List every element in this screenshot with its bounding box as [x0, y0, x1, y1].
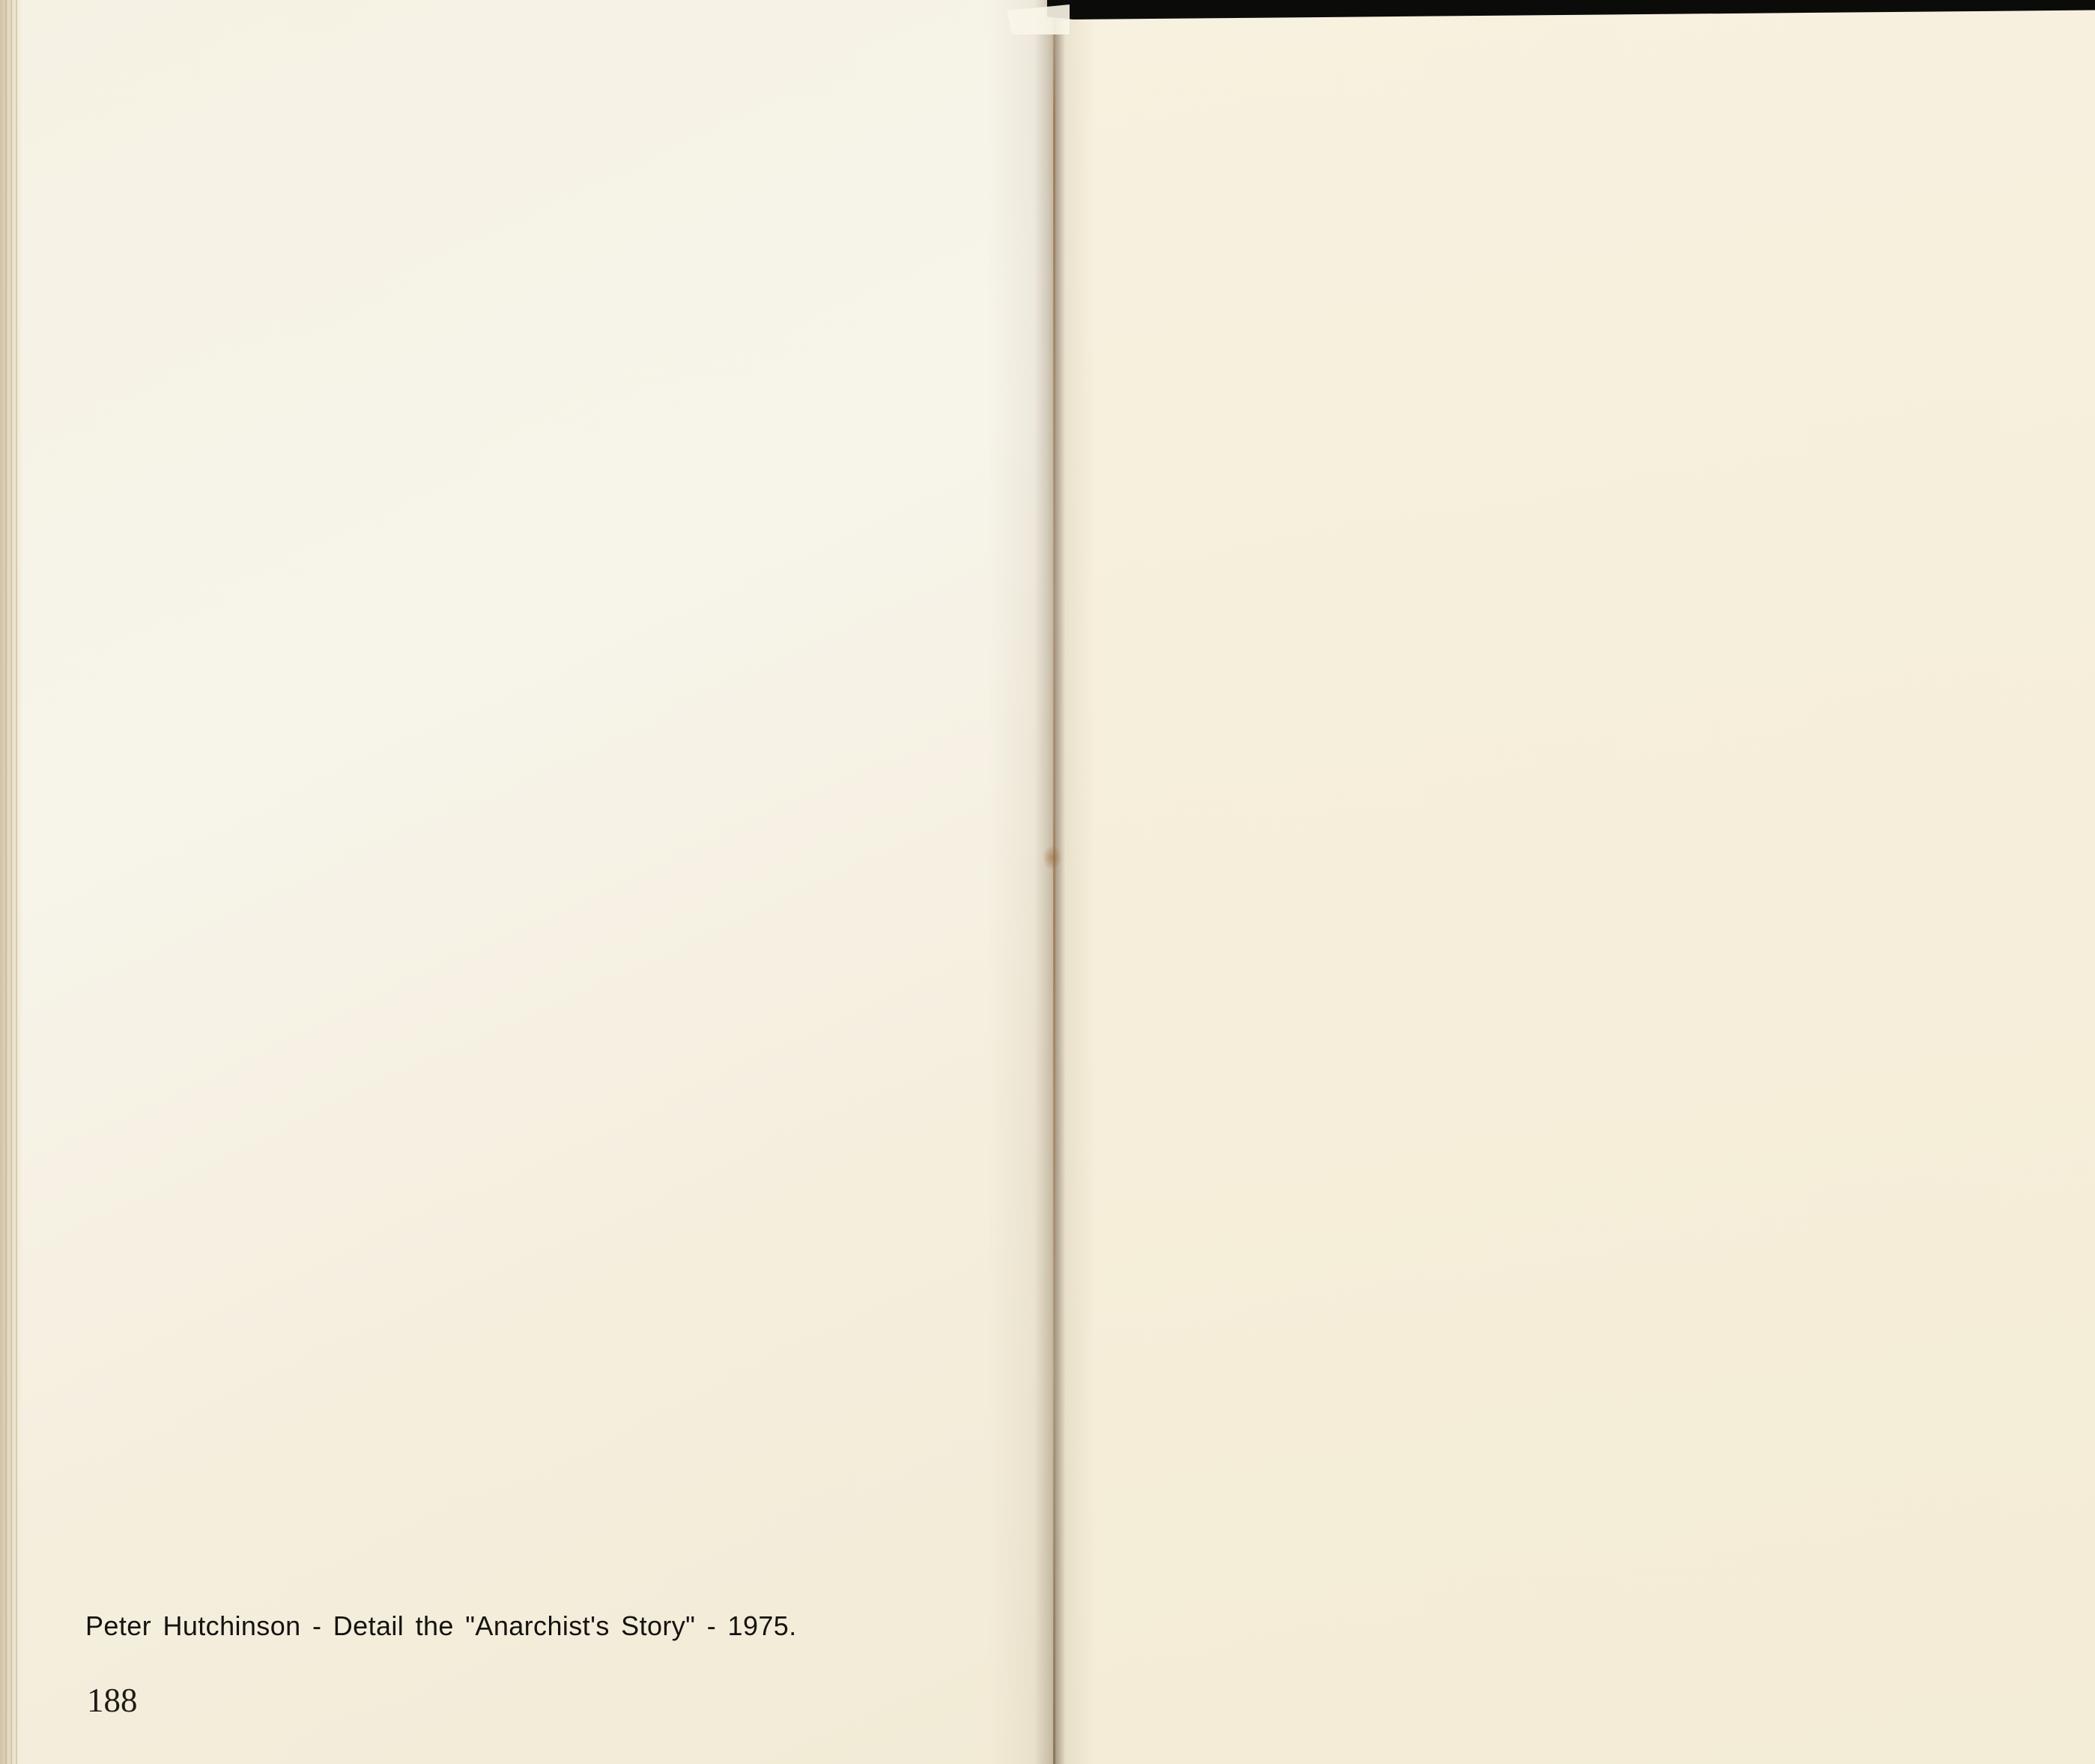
page-edge-line [10, 0, 12, 1764]
book-fore-edge [0, 0, 22, 1764]
page-number-188: 188 [87, 1682, 138, 1719]
spine-fold-line [1053, 0, 1055, 1764]
right-page [1049, 0, 2095, 1764]
page-edge-line [16, 0, 17, 1764]
page-edge-line [5, 0, 7, 1764]
artwork-caption: Peter Hutchinson - Detail the "Anarchist's Story" - 1975. [85, 1610, 797, 1641]
spine-blemish [1043, 845, 1062, 870]
